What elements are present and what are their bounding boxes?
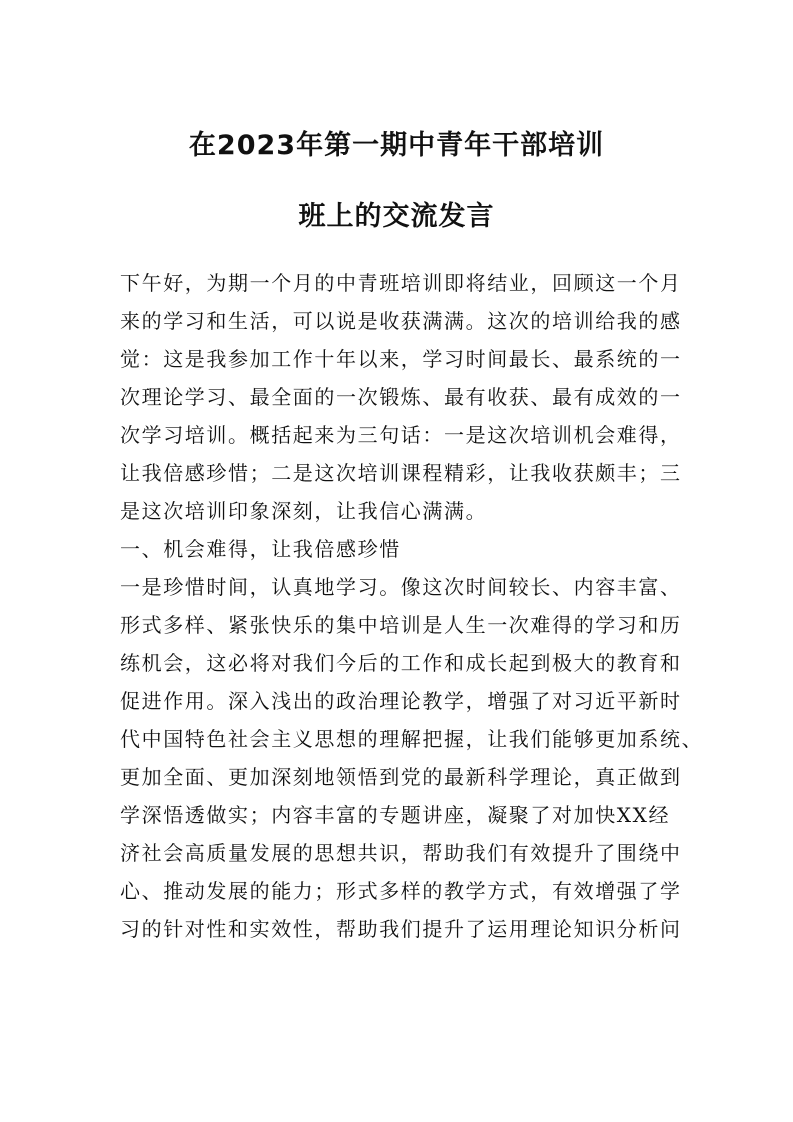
body-text-line: 一是珍惜时间，认真地学习。像这次时间较长、内容丰富、 — [120, 575, 682, 599]
body-text-line: 让我倍感珍惜；二是这次培训课程精彩，让我收获颇丰；三 — [120, 461, 682, 485]
body-text-line: 形式多样、紧张快乐的集中培训是人生一次难得的学习和历 — [120, 613, 682, 637]
body-text-line: 济社会高质量发展的思想共识，帮助我们有效提升了围绕中 — [120, 841, 682, 865]
body-text-line: 更加全面、更加深刻地领悟到党的最新科学理论，真正做到 — [120, 765, 682, 789]
body-text-line: 学深悟透做实；内容丰富的专题讲座，凝聚了对加快XX经 — [120, 803, 671, 827]
body-text-line: 习的针对性和实效性，帮助我们提升了运用理论知识分析问 — [120, 917, 682, 941]
body-text-line: 次学习培训。概括起来为三句话：一是这次培训机会难得， — [120, 423, 682, 447]
section-heading: 一、机会难得，让我倍感珍惜 — [120, 537, 401, 561]
document-title-line-2: 班上的交流发言 — [298, 201, 495, 232]
body-text-line: 促进作用。深入浅出的政治理论教学，增强了对习近平新时 — [120, 689, 682, 713]
body-text-line: 下午好，为期一个月的中青班培训即将结业，回顾这一个月 — [120, 271, 682, 295]
body-text-line: 是这次培训印象深刻，让我信心满满。 — [120, 499, 488, 523]
body-text-line: 练机会，这必将对我们今后的工作和成长起到极大的教育和 — [120, 651, 682, 675]
body-text-line: 代中国特色社会主义思想的理解把握，让我们能够更加系统、 — [120, 727, 704, 751]
document-title-line-1: 在2023年第一期中青年干部培训 — [188, 130, 605, 161]
body-text-line: 心、推动发展的能力；形式多样的教学方式，有效增强了学 — [120, 879, 682, 903]
body-text-line: 来的学习和生活，可以说是收获满满。这次的培训给我的感 — [120, 309, 682, 333]
body-text-line: 次理论学习、最全面的一次锻炼、最有收获、最有成效的一 — [120, 385, 682, 409]
body-text-line: 觉：这是我参加工作十年以来，学习时间最长、最系统的一 — [120, 347, 682, 371]
